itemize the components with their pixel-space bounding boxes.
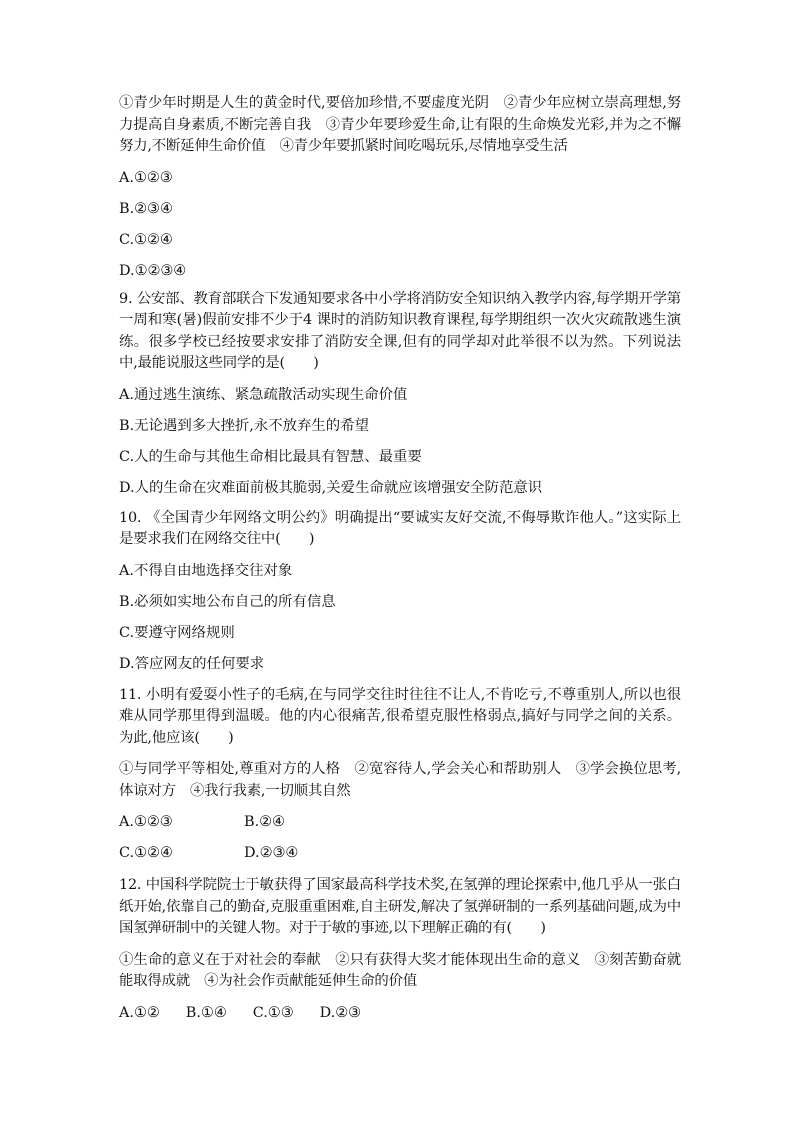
q8-option-a: A.①②③ [119,169,173,186]
q9-option-d: D.人的生命在灾难面前极其脆弱,关爱生命就应该增强安全防范意识 [119,479,543,496]
q10-option-a: A.不得自由地选择交往对象 [119,562,293,579]
q11-statements: ①与同学平等相处,尊重对方的人格 ②宽容待人,学会关心和帮助别人 ③学会换位思考,体谅对方 ④我行我素,一切顺其自然 [119,761,681,799]
q12-option-a: A.①② [119,1004,160,1021]
q12-option-c: C.①③ [252,1004,294,1021]
q12-statements: ①生命的意义在于对社会的奉献 ②只有获得大奖才能体现出生命的意义 ③刻苦勤奋就能取得成就 ④为社会作贡献能延伸生命的价值 [119,951,681,989]
q9-option-b: B.无论遇到多大挫折,永不放弃生的希望 [119,417,369,434]
q11-option-d: D.②③④ [244,845,299,861]
q12-option-d: D.②③ [319,1004,362,1021]
q10-option-b: B.必须如实地公布自己的所有信息 [119,593,336,610]
q11-option-c: C.①②④ [119,845,173,861]
q8-option-d: D.①②③④ [119,262,187,279]
q10-option-d: D.答应网友的任何要求 [119,655,265,672]
q10-option-c: C.要遵守网络规则 [119,624,235,641]
q11-options-row-1 [119,812,681,832]
q8-statements: ①青少年时期是人生的黄金时代,要倍加珍惜,不要虚度光阴 ②青少年应树立崇高理想,努力提高自身素质,不断完善自我 ③青少年要珍爱生命,让有限的生命焕发光彩,并为之不懈努力,不断延伸生命价值 ④青少年要抓紧时间吃喝玩乐,尽情地享受生活 [119,95,681,154]
q9-option-a: A.通过逃生演练、紧急疏散活动实现生命价值 [119,386,408,403]
q8-option-c: C.①②④ [119,231,173,248]
q11-option-a: A.①②③ [119,814,173,830]
q11-option-b: B.②④ [244,814,285,830]
q9-option-c: C.人的生命与其他生命相比最具有智慧、最重要 [119,448,422,465]
exam-page [119,93,681,1023]
q12-stem: 12. 中国科学院院士于敏获得了国家最高科学技术奖,在氢弹的理论探索中,他几乎从一张白纸开始,依靠自己的勤奋,克服重重困难,自主研发,解决了氢弹研制的一系列基础问题,成为中国氢弹研制中的关键人物。对于于敏的事迹,以下理解正确的有( ) [119,877,681,936]
q11-options-row-2 [119,843,681,863]
q12-options-row [119,1003,681,1023]
q10-stem: 10. 《全国青少年网络文明公约》明确提出“要诚实友好交流,不侮辱欺诈他人。”这实际上是要求我们在网络交往中( ) [119,509,681,547]
q9-stem: 9. 公安部、教育部联合下发通知要求各中小学将消防安全知识纳入教学内容,每学期开学第一周和寒(暑)假前安排不少于4 课时的消防知识教育课程,每学期组织一次火灾疏散逃生演练。很多学校已经按要求安排了消防安全课,但有的同学却对此举很不以为然。下列说法中,最能说服这些同学的是( ) [119,290,681,371]
q11-stem: 11. 小明有爱耍小性子的毛病,在与同学交往时往往不让人,不肯吃亏,不尊重别人,所以也很难从同学那里得到温暖。他的内心很痛苦,很希望克服性格弱点,搞好与同学之间的关系。为此,他应该( ) [119,686,681,746]
q8-option-b: B.②③④ [119,200,173,217]
q12-option-b: B.①④ [185,1004,227,1021]
